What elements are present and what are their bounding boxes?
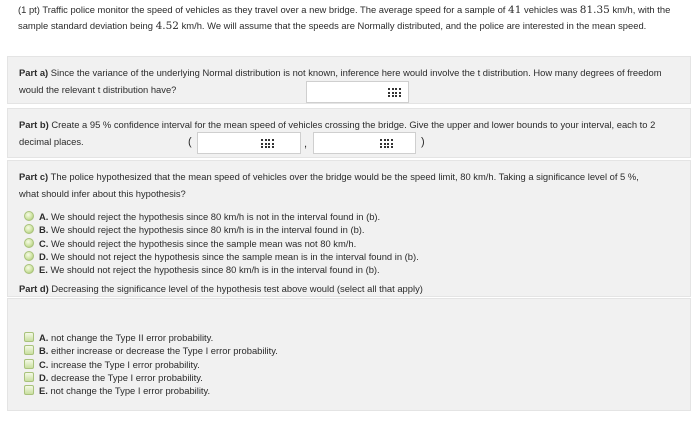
problem-intro	[18, 2, 686, 34]
part-b-panel	[7, 108, 691, 158]
keypad-icon[interactable]	[260, 138, 276, 150]
checkbox-icon[interactable]	[24, 332, 34, 342]
sample-size: 41	[508, 4, 522, 16]
radio-icon[interactable]	[24, 211, 34, 221]
part-c-text: The police hypothesized that the mean speed of vehicles over the bridge would be the speed limit, 80 km/h. Taking a significance level of 5 %, what should infer about this hypothesis?	[19, 171, 639, 199]
radio-icon[interactable]	[24, 264, 34, 274]
intro-text-4: km/h. We will assume that the speeds are Normally distributed, and the police are interested in the mean speed.	[181, 20, 647, 31]
upper-bound-input[interactable]	[313, 132, 416, 154]
part-c-panel: Part c) The police hypothesized that the mean speed of vehicles over the bridge would be the speed limit, 80 km/h. Taking a significance level of 5 %, what should infer about this hypothesis? A. We should reject the hypothesis since 80 km/h is not in the interval found in (b). B. We should reject the hypothesis since 80 km/h is in the interval found in (b). C. We should reject the hypothesis since the sample mean was not 80 km/h. D. We should not reject the hypothesis since the sample mean is in the interval found in (b). E. We should not reject the hypothesis since 80 km/h is in the interval found in (b). Part d) Decreasing the significance level of the hypothesis test above would (select all that apply)	[7, 160, 691, 297]
part-d-question	[19, 280, 423, 297]
checkbox-icon[interactable]	[24, 372, 34, 382]
keypad-icon[interactable]	[387, 87, 403, 99]
keypad-icon[interactable]	[379, 138, 395, 150]
intro-text-2: vehicles was	[524, 4, 578, 15]
sample-mean: 81.35	[579, 4, 610, 16]
intro-text-3: km/h, with the sample standard deviation being	[18, 4, 671, 31]
lower-bound-input[interactable]	[197, 132, 301, 154]
radio-icon[interactable]	[24, 224, 34, 234]
part-d-text: Decreasing the significance level of the hypothesis test above would (select all that apply)	[51, 283, 423, 294]
part-b-text: Create a 95 % confidence interval for the mean speed of vehicles crossing the bridge. Give the upper and lower bounds to your interval, each to 2 decimal places.	[19, 119, 656, 147]
part-d-panel: A. not change the Type II error probability. B. either increase or decrease the Type I error probability. C. increase the Type I error probability. D. decrease the Type I error probability. E. not change the Type I error probability.	[7, 298, 691, 411]
radio-icon[interactable]	[24, 238, 34, 248]
intro-text-1: (1 pt) Traffic police monitor the speed of vehicles as they travel over a new bridge. The average speed for a sample of	[18, 4, 506, 15]
part-a-panel	[7, 56, 691, 104]
checkbox-icon[interactable]	[24, 359, 34, 369]
part-a-text: Since the variance of the underlying Normal distribution is not known, inference here would involve the t distribution. How many degrees of freedom would the relevant t distribution have?	[19, 67, 662, 95]
part-c-question	[19, 168, 659, 202]
close-paren: )	[421, 136, 425, 148]
checkbox-icon[interactable]	[24, 345, 34, 355]
part-d-label: Part d)	[19, 283, 49, 294]
checkbox-icon[interactable]	[24, 385, 34, 395]
part-b-label: Part b)	[19, 119, 49, 130]
comma-separator: ,	[304, 138, 308, 150]
sample-sd: 4.52	[155, 20, 179, 32]
part-a-label: Part a)	[19, 67, 49, 78]
part-c-label: Part c)	[19, 171, 49, 182]
open-paren: (	[188, 136, 192, 148]
radio-icon[interactable]	[24, 251, 34, 261]
